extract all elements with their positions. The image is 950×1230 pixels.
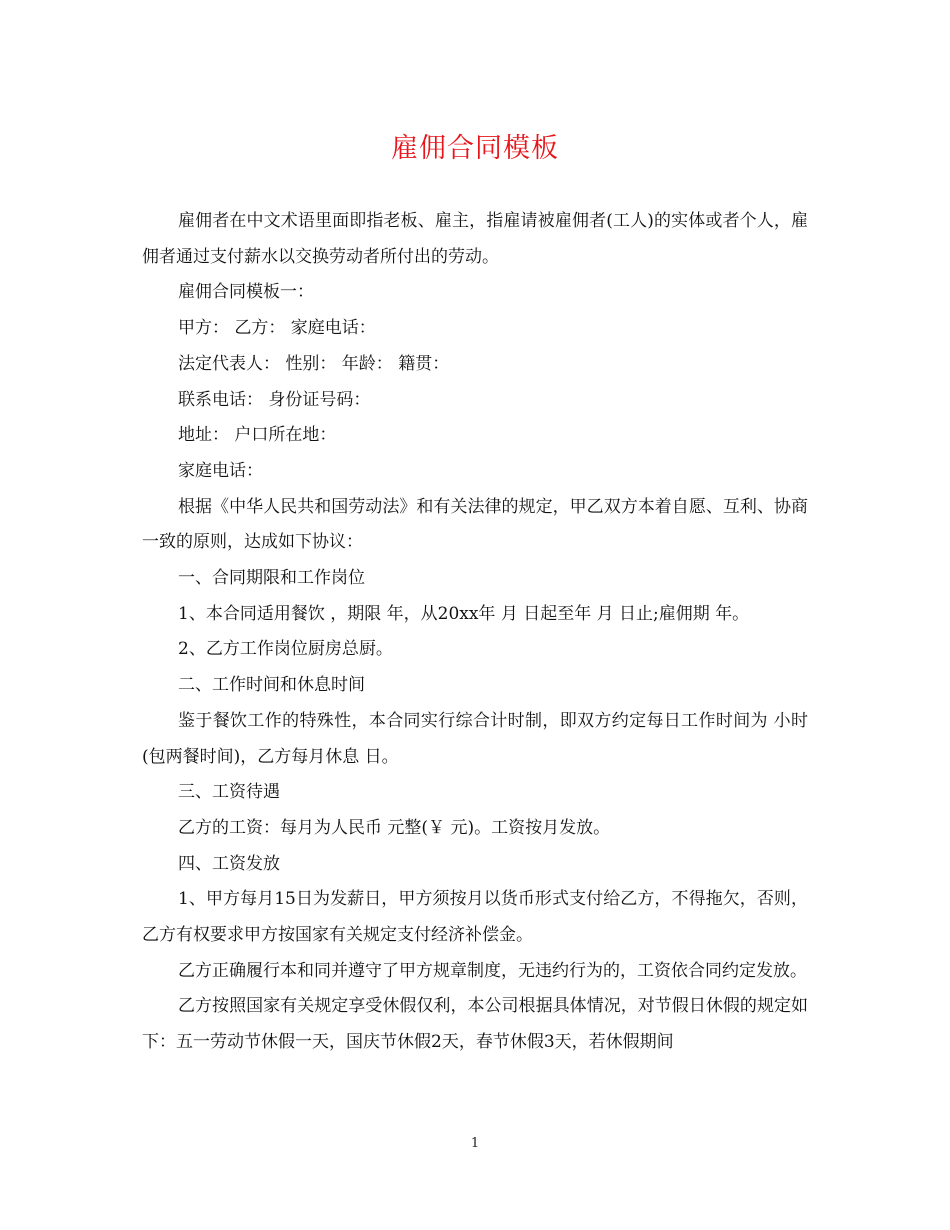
paragraph-payment-1: 1、甲方每月15日为发薪日，甲方须按月以货币形式支付给乙方，不得拖欠，否则，乙方有权要求甲方按国家有关规定支付经济补偿金。 bbox=[142, 889, 808, 946]
paragraph-payment-2: 乙方正确履行本和同并遵守了甲方规章制度，无违约行为的，工资依合同约定发放。 bbox=[178, 960, 807, 981]
section-heading-term: 一、合同期限和工作岗位 bbox=[178, 568, 365, 589]
document-body bbox=[142, 204, 808, 1061]
paragraph-hours: 鉴于餐饮工作的特殊性，本合同实行综合计时制，即双方约定每日工作时间为 小时(包两餐时间)，乙方每月休息 日。 bbox=[142, 710, 808, 767]
paragraph-representative: 法定代表人： 性别： 年龄： 籍贯： bbox=[178, 353, 450, 374]
paragraph-contact: 联系电话： 身份证号码： bbox=[178, 389, 371, 410]
paragraph-salary: 乙方的工资：每月为人民币 元整(￥ 元)。工资按月发放。 bbox=[178, 817, 611, 838]
paragraph-basis: 根据《中华人民共和国劳动法》和有关法律的规定，甲乙双方本着自愿、互利、协商一致的原则，达成如下协议： bbox=[142, 496, 808, 553]
paragraph-template-heading: 雇佣合同模板一： bbox=[178, 282, 314, 303]
paragraph-intro: 雇佣者在中文术语里面即指老板、雇主，指雇请被雇佣者(工人)的实体或者个人，雇佣者通过支付薪水以交换劳动者所付出的劳动。 bbox=[142, 211, 808, 267]
paragraph-holidays: 乙方按照国家有关规定享受休假仅利，本公司根据具体情况，对节假日休假的规定如下：五一劳动节休假一天，国庆节休假2天，春节休假3天，若休假期间 bbox=[142, 996, 808, 1053]
document-title: 雇佣合同模板 bbox=[391, 133, 559, 164]
paragraph-term-2: 2、乙方工作岗位厨房总厨。 bbox=[178, 639, 393, 660]
section-heading-hours: 二、工作时间和休息时间 bbox=[178, 675, 365, 696]
section-heading-payment: 四、工资发放 bbox=[178, 853, 280, 874]
page-number: 1 bbox=[470, 1136, 480, 1151]
paragraph-home-phone: 家庭电话： bbox=[178, 460, 263, 481]
paragraph-parties: 甲方： 乙方： 家庭电话： bbox=[178, 318, 376, 339]
paragraph-term-1: 1、本合同适用餐饮 ，期限 年，从20xx年 月 日起至年 月 日止;雇佣期 年。 bbox=[178, 603, 750, 624]
section-heading-salary: 三、工资待遇 bbox=[178, 782, 280, 803]
paragraph-address: 地址： 户口所在地： bbox=[178, 425, 337, 446]
